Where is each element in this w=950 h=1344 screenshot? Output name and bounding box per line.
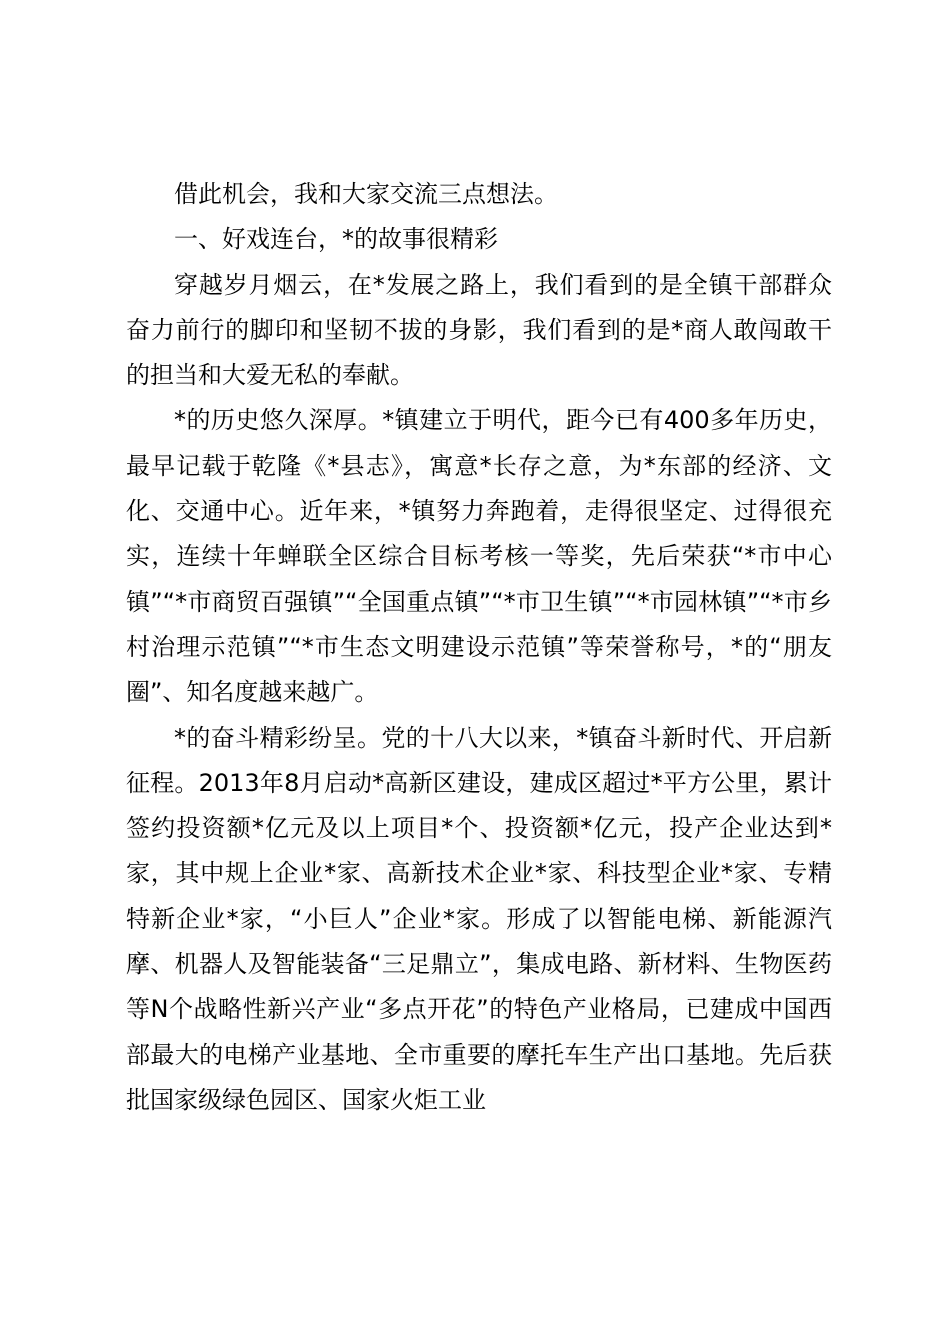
paragraph-history: *的历史悠久深厚。*镇建立于明代，距今已有400多年历史，最早记载于乾隆《*县志》，寓意*长存之意，为*东部的经济、文化、交通中心。近年来，*镇努力奔跑着，走得很坚定、过得很充实，连续十年蝉联全区综合目标考核一等奖，先后荣获“*市中心镇”“*市商贸百强镇”“全国重点镇”“*市卫生镇”“*市园林镇”“*市乡村治理示范镇”“*市生态文明建设示范镇”等荣誉称号，*的“朋友圈”、知名度越来越广。 (126, 406, 832, 707)
paragraph-struggle: *的奋斗精彩纷呈。党的十八大以来，*镇奋斗新时代、开启新征程。2013年8月启动*高新区建设，建成区超过*平方公里，累计签约投资额*亿元及以上项目*个、投资额*亿元，投产企业达到*家，其中规上企业*家、高新技术企业*家、科技型企业*家、专精特新企业*家，“小巨人”企业*家。形成了以智能电梯、新能源汽摩、机器人及智能装备“三足鼎立”，集成电路、新材料、生物医药等N个战略性新兴产业“多点开花”的特色产业格局，已建成中国西部最大的电梯产业基地、全市重要的摩托车生产出口基地。先后获批国家级绿色园区、国家火炬工业 (126, 723, 832, 1114)
document-body (126, 172, 832, 1123)
paragraph-opening: 借此机会，我和大家交流三点想法。 (174, 180, 558, 208)
paragraph-intro: 穿越岁月烟云，在*发展之路上，我们看到的是全镇干部群众奋力前行的脚印和坚韧不拔的身影，我们看到的是*商人敢闯敢干的担当和大爱无私的奉献。 (126, 270, 832, 390)
section-heading-1: 一、好戏连台，*的故事很精彩 (174, 225, 498, 254)
